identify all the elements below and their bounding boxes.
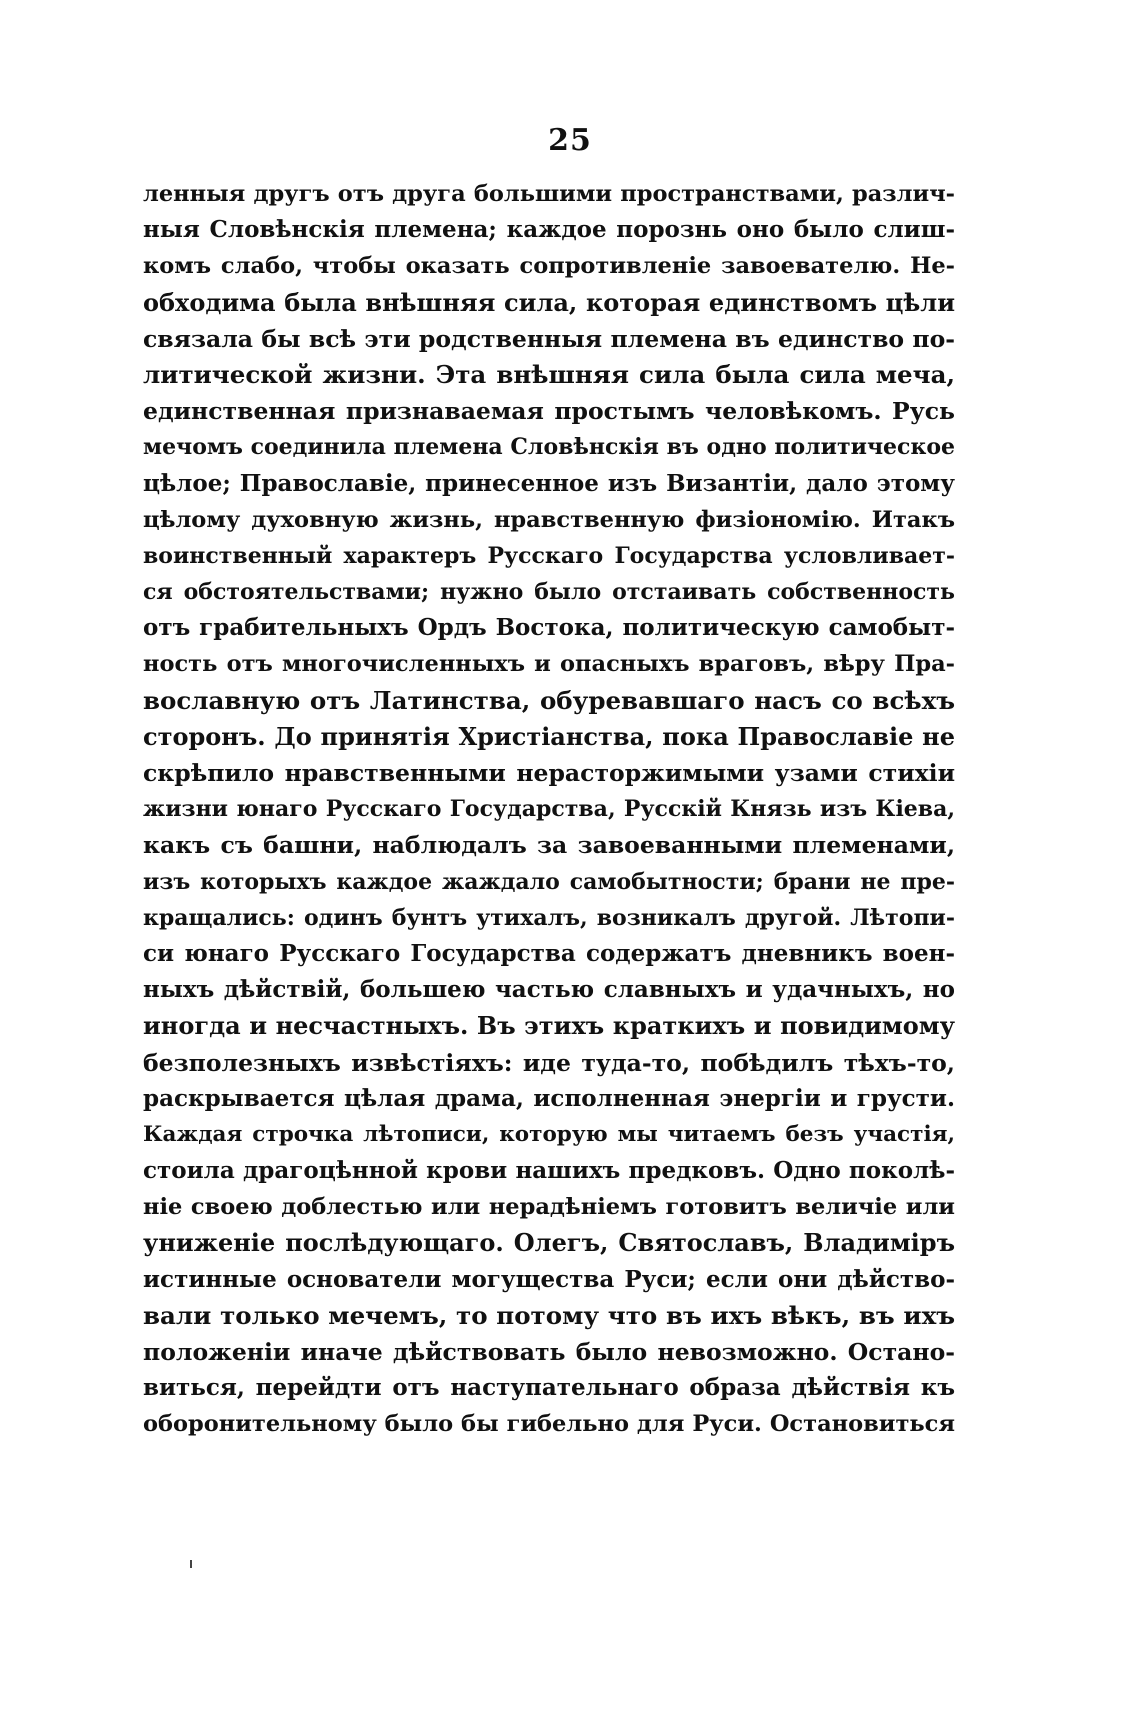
text-line: ныя Словѣнскія племена; каждое порознь оно было слиш- xyxy=(143,216,955,244)
text-line: воинственный характеръ Русскаго Государства условливает- xyxy=(143,542,955,569)
page-number: 25 xyxy=(548,123,592,158)
text-line: си юнаго Русскаго Государства содержатъ дневникъ воен- xyxy=(143,939,955,967)
text-line: кращались: одинъ бунтъ утихалъ, возникалъ другой. Лѣтопи- xyxy=(143,904,955,931)
text-line: Каждая строчка лѣтописи, которую мы читаемъ безъ участія, xyxy=(143,1121,955,1147)
text-line: литической жизни. Эта внѣшняя сила была сила меча, xyxy=(143,359,955,389)
text-line: ніе своею доблестью или нерадѣніемъ готовитъ величіе или xyxy=(143,1194,955,1221)
text-line: отъ грабительныхъ Ордъ Востока, политическую самобыт- xyxy=(143,614,955,642)
text-line: цѣлому духовную жизнь, нравственную физіономію. Итакъ xyxy=(143,506,955,533)
body-text xyxy=(143,176,955,1443)
text-line: безполезныхъ извѣстіяхъ: иде туда-то, побѣдилъ тѣхъ-то, xyxy=(143,1048,955,1077)
text-line: какъ съ башни, наблюдалъ за завоеванными племенами, xyxy=(143,831,955,860)
text-line: виться, перейдти отъ наступательнаго образа дѣйствія къ xyxy=(143,1374,955,1402)
text-line: оборонительному было бы гибельно для Руси. Остановиться xyxy=(143,1411,955,1438)
text-line: униженіе послѣдующаго. Олегъ, Святославъ, Владиміръ xyxy=(143,1228,955,1258)
text-line: сторонъ. До принятія Христіанства, пока Православіе не xyxy=(143,721,955,751)
text-line: иногда и несчастныхъ. Въ этихъ краткихъ и повидимому xyxy=(143,1011,955,1041)
print-speck xyxy=(190,1560,192,1568)
text-line: связала бы всѣ эти родственныя племена въ единство по- xyxy=(143,324,955,353)
text-line: ся обстоятельствами; нужно было отстаивать собственность xyxy=(143,579,955,606)
text-line: вали только мечемъ, то потому что въ ихъ вѣкъ, въ ихъ xyxy=(143,1300,955,1330)
text-line: цѣлое; Православіе, принесенное изъ Византіи, дало этому xyxy=(143,469,955,497)
text-line: вославную отъ Латинства, обуревавшаго насъ со всѣхъ xyxy=(143,685,955,715)
text-line: истинные основатели могущества Руси; если они дѣйство- xyxy=(143,1265,955,1293)
text-line: раскрывается цѣлая драма, исполненная энергіи и грусти. xyxy=(143,1084,955,1112)
text-line: ленныя другъ отъ друга большими пространствами, различ- xyxy=(143,181,955,207)
text-line: скрѣпило нравственными нерасторжимыми узами стихіи xyxy=(143,759,955,787)
text-line: мечомъ соединила племена Словѣнскія въ одно политическое xyxy=(143,434,955,461)
text-line: изъ которыхъ каждое жаждало самобытности; брани не пре- xyxy=(143,868,955,895)
text-line: стоила драгоцѣнной крови нашихъ предковъ. Одно поколѣ- xyxy=(143,1157,955,1185)
text-line: положеніи иначе дѣйствовать было невозможно. Остано- xyxy=(143,1338,955,1366)
text-line: единственная признаваемая простымъ человѣкомъ. Русь xyxy=(143,397,955,426)
text-line: ность отъ многочисленныхъ и опасныхъ враговъ, вѣру Пра- xyxy=(143,651,955,678)
text-line: комъ слабо, чтобы оказать сопротивленіе завоевателю. Не- xyxy=(143,253,955,280)
text-line: жизни юнаго Русскаго Государства, Русскій Князь изъ Кіева, xyxy=(143,796,955,823)
text-line: ныхъ дѣйствій, большею частью славныхъ и удачныхъ, но xyxy=(143,976,955,1004)
text-line: обходима была внѣшняя сила, которая единствомъ цѣли xyxy=(143,287,955,317)
